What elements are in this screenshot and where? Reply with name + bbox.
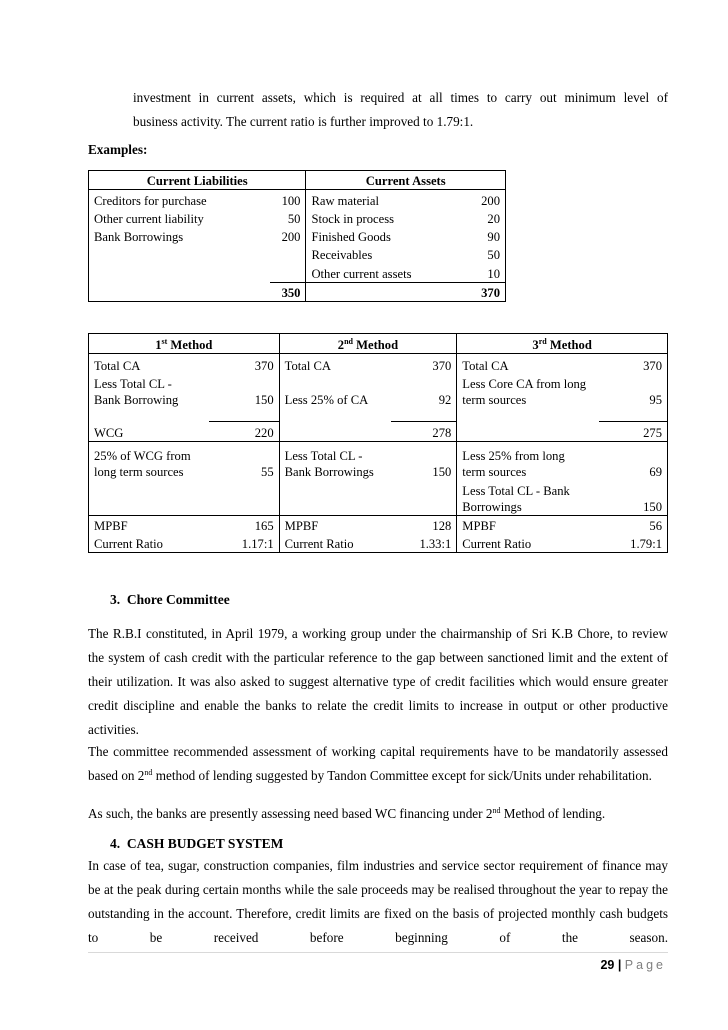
m2-value: 128 <box>391 516 457 534</box>
asset-value: 10 <box>473 263 506 282</box>
m1-value: 370 <box>209 354 279 374</box>
liability-value: 50 <box>287 211 301 226</box>
m1-label: Current Ratio <box>89 534 210 553</box>
m1-label: WCG <box>89 422 210 442</box>
m1-label: MPBF <box>89 516 210 534</box>
liability-label: Creditors for purchase <box>89 190 271 209</box>
method-3-header: 3rd Method <box>457 334 668 354</box>
asset-value: 200 <box>473 190 506 209</box>
section-3-paragraph-1: The R.B.I constituted, in April 1979, a working group under the chairmanship of Sri K.B Chore, to review the system of cash credit with the particular reference to the gap between sanctioned limit and the extent of their utilization. It was also asked to suggest alternative type of credit facilities which would ensure greater credit discipline and enable the banks to relate the credit limits to increase in output or other productive activities. <box>88 626 668 737</box>
m3-value: 275 <box>599 422 668 442</box>
liability-label <box>89 245 271 263</box>
section-3-title: Chore Committee <box>126 592 230 607</box>
asset-value: 20 <box>473 209 506 227</box>
m3-label: Less 25% from long term sources <box>457 442 599 480</box>
section-4-paragraph-1: In case of tea, sugar, construction companies, film industries and service sector requirement of finance may be at the peak during certain months while the sale proceeds may be realised throughout the year to repay the outstanding in the account. Therefore, credit limits are fixed on the basis of projected monthly cash budgets to be received before beginning of the season. <box>88 858 668 945</box>
m1-label: Less Total CL - Bank Borrowing <box>89 374 210 408</box>
section-4-heading <box>110 836 283 852</box>
m2-value: 150 <box>391 442 457 480</box>
intro-line-2: business activity. The current ratio is further improved to 1.79:1. <box>133 114 474 129</box>
m3-value: 95 <box>599 374 668 408</box>
m1-value: 165 <box>209 516 279 534</box>
liability-value <box>270 245 306 263</box>
section-4-number: 4. <box>110 836 121 851</box>
footer-divider <box>88 952 668 953</box>
m1-value: 150 <box>254 392 274 407</box>
m2-value: 1.33:1 <box>391 534 457 553</box>
section-3-number: 3. <box>110 592 121 607</box>
section-3-heading <box>110 592 230 608</box>
header-current-assets: Current Assets <box>306 171 506 190</box>
m3-value: 370 <box>599 354 668 374</box>
asset-value: 90 <box>473 227 506 245</box>
m3-value: 1.79:1 <box>599 534 668 553</box>
page-label: Page <box>624 958 666 972</box>
m2-value: 278 <box>432 426 452 440</box>
liability-value: 200 <box>281 230 301 245</box>
m1-value: 1.17:1 <box>209 534 279 553</box>
section-4-title: CASH BUDGET SYSTEM <box>126 836 284 851</box>
page-number: 29 <box>600 958 615 972</box>
liability-label: Other current liability <box>89 209 271 227</box>
m3-value: 69 <box>599 442 668 480</box>
m2-label: Current Ratio <box>279 534 391 553</box>
intro-line-1: investment in current assets, which is required at all times to carry out minimum level of <box>133 90 668 105</box>
m2-label: Less Total CL - Bank Borrowings <box>279 442 391 480</box>
asset-label: Raw material <box>306 190 473 209</box>
lending-methods-table <box>88 333 668 553</box>
m3-value: 150 <box>599 480 668 516</box>
liability-value <box>270 263 306 282</box>
m1-label: 25% of WCG from long term sources <box>89 442 210 480</box>
asset-label: Finished Goods <box>306 227 473 245</box>
liability-label <box>89 263 271 282</box>
m2-label: MPBF <box>279 516 391 534</box>
m1-value: 220 <box>254 426 274 440</box>
liabilities-total: 350 <box>270 282 306 301</box>
footer-separator: | <box>614 958 625 972</box>
m1-label: Total CA <box>89 354 210 374</box>
asset-value: 50 <box>473 245 506 263</box>
m3-value: 56 <box>599 516 668 534</box>
m3-label: Total CA <box>457 354 599 374</box>
asset-label: Stock in process <box>306 209 473 227</box>
m2-label: Less 25% of CA <box>279 374 391 408</box>
page-footer <box>600 958 666 972</box>
section-3-paragraph-3: As such, the banks are presently assessing need based WC financing under 2nd Method of lending. <box>88 806 606 821</box>
m3-label: Current Ratio <box>457 534 599 553</box>
m3-label: Less Total CL - Bank Borrowings <box>457 480 599 516</box>
m3-label: MPBF <box>457 516 599 534</box>
section-3-paragraph-2: The committee recommended assessment of working capital requirements have to be mandatorily assessed based on 2nd method of lending suggested by Tandon Committee except for sick/Units under rehabilitation. <box>88 744 668 783</box>
liabilities-assets-table <box>88 170 506 302</box>
m3-label: Less Core CA from long term sources <box>457 374 599 408</box>
assets-total: 370 <box>473 282 506 301</box>
m2-value: 370 <box>391 354 457 374</box>
asset-label: Other current assets <box>306 263 473 282</box>
m2-value: 92 <box>438 392 452 407</box>
header-current-liabilities: Current Liabilities <box>89 171 306 190</box>
examples-heading: Examples: <box>88 142 148 157</box>
asset-label: Receivables <box>306 245 473 263</box>
m1-value: 55 <box>209 442 279 480</box>
liability-value: 100 <box>270 190 306 209</box>
method-2-header: 2nd Method <box>279 334 457 354</box>
m2-label: Total CA <box>279 354 391 374</box>
liability-label: Bank Borrowings <box>89 227 271 245</box>
method-1-header: 1st Method <box>89 334 280 354</box>
